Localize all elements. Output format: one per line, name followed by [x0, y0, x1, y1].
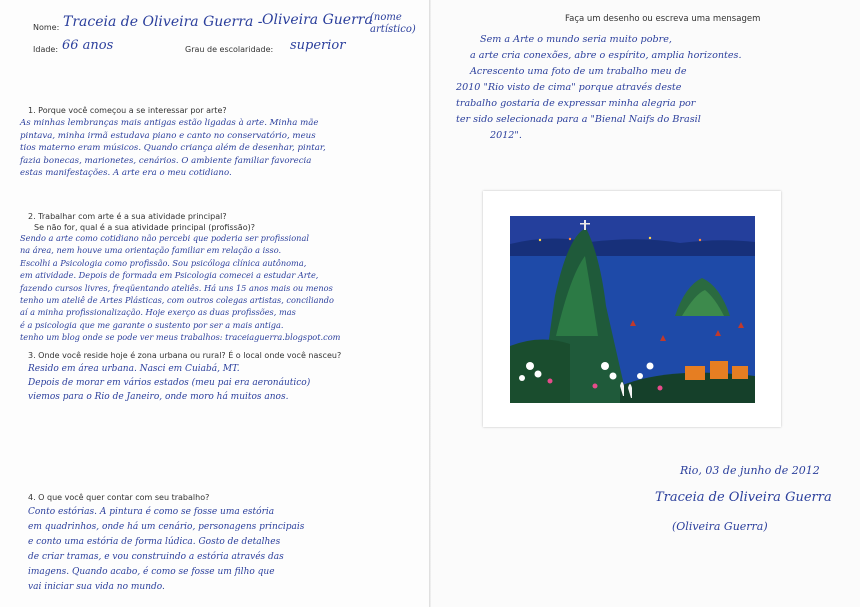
answer-line: Sendo a arte como cotidiano não percebi que poderia ser profissional: [20, 233, 309, 243]
answer-line: As minhas lembranças mais antigas estão ligadas à arte. Minha mãe: [20, 118, 319, 128]
answer-line: imagens. Quando acabo, é como se fosse um filho que: [28, 567, 275, 577]
answer-line: Resido em área urbana. Nasci em Cuiabá, MT.: [28, 364, 240, 374]
message-line: ter sido selecionada para a "Bienal Naifs do Brasil: [456, 114, 701, 125]
question-2-line2: Se não for, qual é a sua atividade principal (profissão)?: [34, 223, 255, 232]
answer-line: Depois de morar em vários estados (meu pai era aeronáutico): [28, 378, 311, 388]
message-line: trabalho gostaria de expressar minha alegria por: [456, 98, 696, 109]
answer-line: tios materno eram músicos. Quando criança além de desenhar, pintar,: [20, 143, 326, 154]
page-fold: [429, 0, 431, 607]
letter-date: Rio, 03 de junho de 2012: [680, 464, 820, 477]
question-2-label: [28, 211, 255, 233]
education-value: superior: [290, 38, 346, 53]
answer-line: de criar tramas, e vou construindo a estória através das: [28, 552, 284, 562]
question-3-answer: [28, 362, 310, 404]
message-text: [456, 32, 742, 144]
answer-line: estas manifestações. A arte era o meu cotidiano.: [20, 168, 232, 179]
education-label: Grau de escolaridade:: [185, 45, 274, 54]
name-label: Nome:: [33, 23, 60, 32]
answer-line: viemos para o Rio de Janeiro, onde moro há muitos anos.: [28, 392, 289, 402]
answer-line: fazendo cursos livres, freqüentando ateliês. Há uns 15 anos mais ou menos: [20, 282, 333, 293]
name-value: Traceia de Oliveira Guerra -: [63, 14, 263, 30]
answer-line: na área, nem houve uma orientação familiar em relação a isso.: [20, 245, 282, 256]
answer-line: vai iniciar sua vida no mundo.: [28, 582, 165, 592]
answer-line: aí a minha profissionalização. Hoje exerço as duas profissões, mas: [20, 307, 296, 318]
answer-line: tenho um blog onde se pode ver meus trabalhos: traceiaguerra.blogspot.com: [20, 332, 341, 343]
message-line: 2012".: [490, 130, 522, 141]
rio-painting-illustration: [510, 216, 755, 403]
signature: Traceia de Oliveira Guerra: [655, 490, 832, 505]
answer-line: tenho um ateliê de Artes Plásticas, com outros colegas artistas, conciliando: [20, 295, 334, 306]
answer-line: em atividade. Depois de formada em Psicologia comecei a estudar Arte,: [20, 270, 319, 281]
question-2-answer: [20, 232, 340, 344]
question-1-answer: [20, 117, 326, 180]
artistic-note-line1: (nome: [370, 12, 402, 23]
message-line: Sem a Arte o mundo seria muito pobre,: [480, 34, 672, 45]
question-1-label: 1. Porque você começou a se interessar por arte?: [28, 106, 227, 115]
answer-line: pintava, minha irmã estudava piano e canto no conservatório, meus: [20, 130, 316, 141]
artistic-name-value: Oliveira Guerra: [262, 12, 373, 28]
signature-note: (Oliveira Guerra): [672, 520, 768, 533]
question-4-answer: [28, 505, 304, 595]
message-line: a arte cria conexões, abre o espírito, amplia horizontes.: [470, 50, 742, 61]
question-4-label: 4. O que você quer contar com seu trabalho?: [28, 493, 210, 502]
artistic-note-line2: artístico): [370, 24, 416, 35]
question-3-label: 3. Onde você reside hoje é zona urbana ou rural? É o local onde você nasceu?: [28, 351, 342, 360]
painting-photo: [483, 191, 781, 427]
age-label: Idade:: [33, 45, 59, 54]
answer-line: Escolhi a Psicologia como profissão. Sou psicóloga clínica autônoma,: [20, 257, 307, 268]
message-line: Acrescento uma foto de um trabalho meu de: [470, 66, 687, 77]
answer-line: e conto uma estória de forma lúdica. Gosto de detalhes: [28, 537, 281, 547]
painting-image: [510, 216, 755, 403]
age-value: 66 anos: [62, 38, 114, 53]
message-line: 2010 "Rio visto de cima" porque através deste: [456, 82, 682, 93]
answer-line: em quadrinhos, onde há um cenário, personagens principais: [28, 522, 305, 532]
answer-line: fazia bonecas, marionetes, cenários. O ambiente familiar favorecia: [20, 155, 312, 166]
question-2-line1: 2. Trabalhar com arte é a sua atividade principal?: [28, 212, 227, 221]
answer-line: Conto estórias. A pintura é como se fosse uma estória: [28, 507, 275, 517]
message-heading: Faça um desenho ou escreva uma mensagem: [565, 14, 761, 24]
answer-line: é a psicologia que me garante o sustento por ser a mais antiga.: [20, 319, 284, 330]
